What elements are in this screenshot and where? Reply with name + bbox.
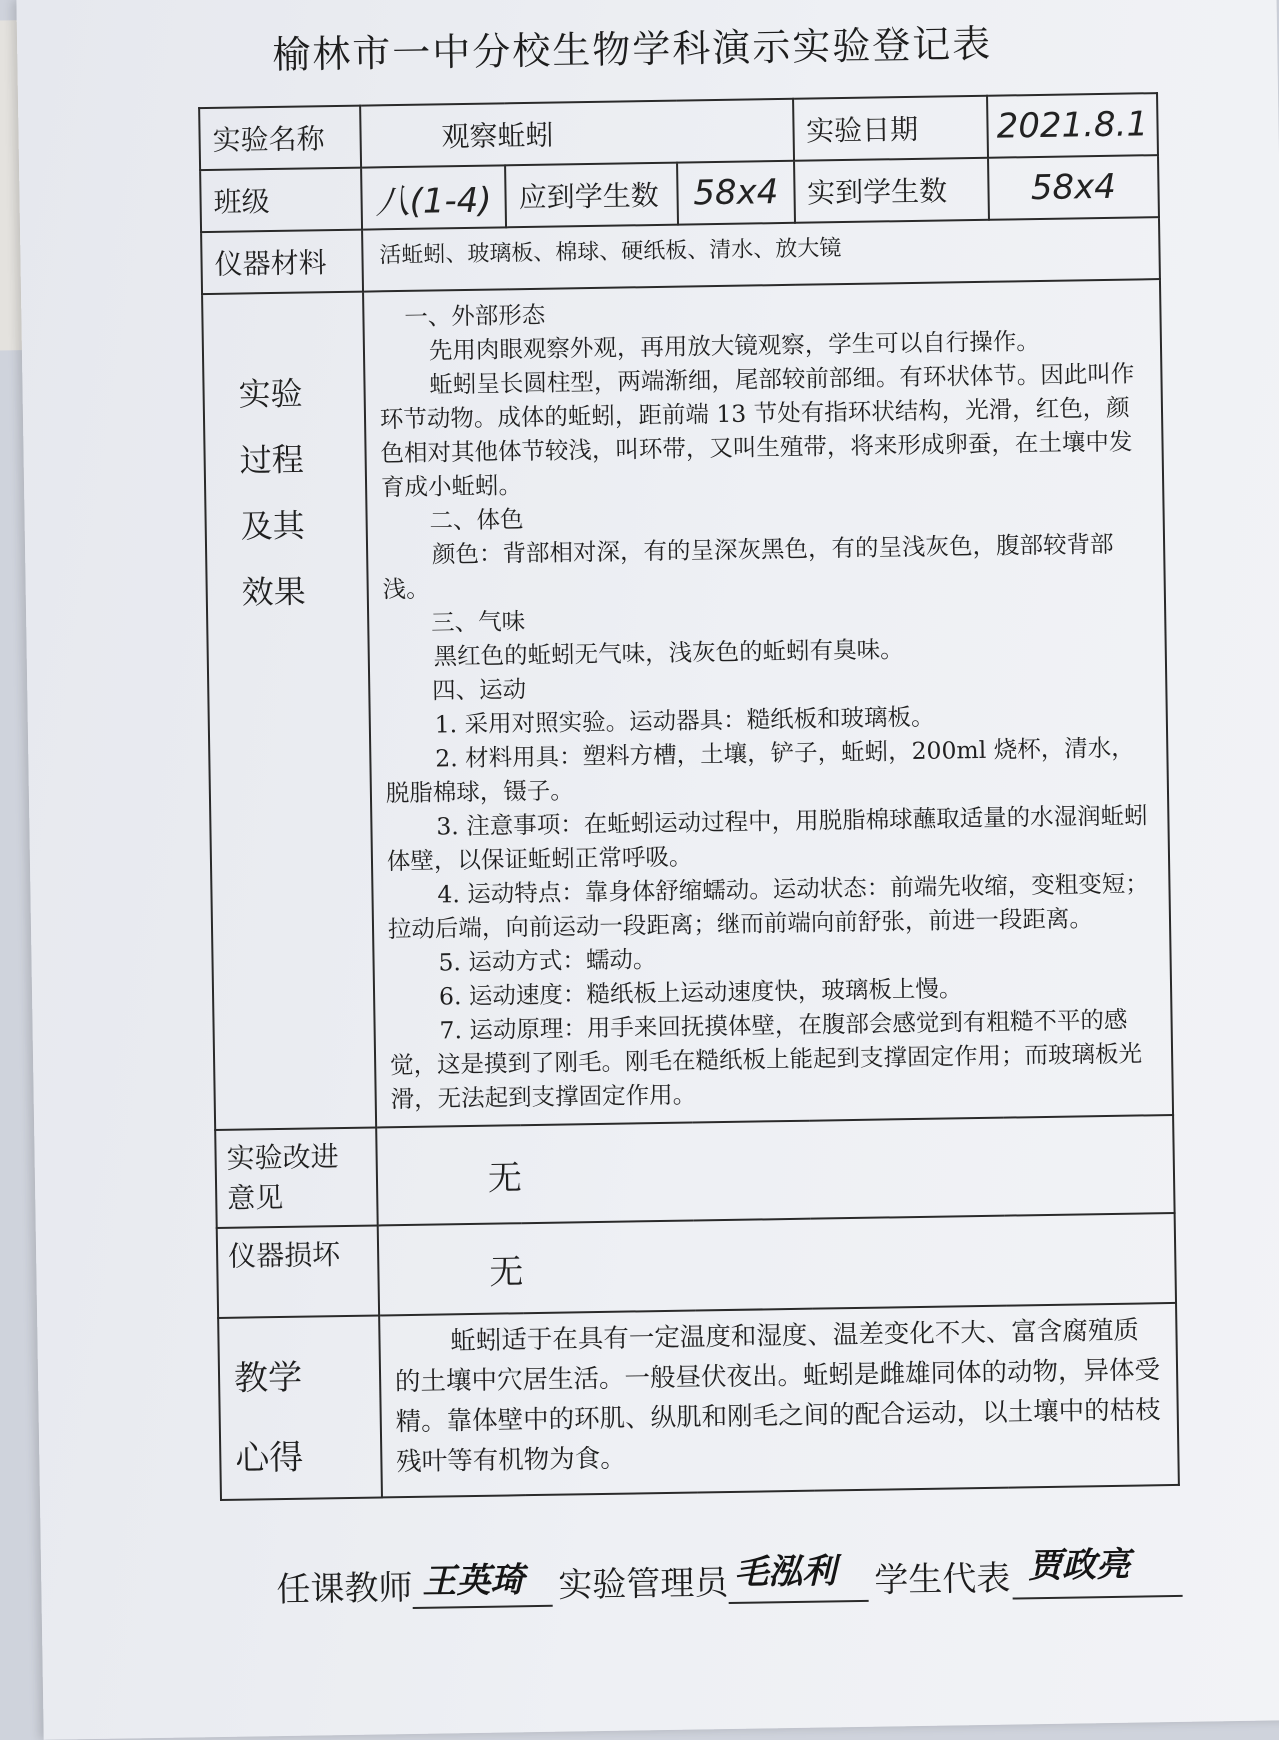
expected-students-value: 58x4 (677, 161, 794, 225)
process-content (363, 279, 1173, 1127)
expected-students-label: 应到学生数 (505, 163, 678, 228)
improvement-value: 无 (376, 1115, 1175, 1226)
process-label (202, 292, 376, 1130)
admin-label: 实验管理员 (558, 1563, 729, 1606)
experiment-name-value: 观察蚯蚓 (360, 99, 794, 168)
list-item: 3. 注意事项：在蚯蚓运动过程中，用脱脂棉球蘸取适量的水湿润蚯蚓体壁，以保证蚯蚓正常呼吸。 (386, 801, 1148, 876)
section-heading: 一、外部形态 (404, 300, 546, 331)
experiment-name-label: 实验名称 (199, 106, 361, 171)
actual-students-value: 58x4 (988, 155, 1159, 220)
list-item: 1. 采用对照实验。运动器具：糙纸板和玻璃板。 (434, 702, 935, 739)
process-label-line: 实验 (238, 374, 303, 414)
list-item: 7. 运动原理：用手来回抚摸体壁，在腹部会感觉到有粗糙不平的感觉，这是摸到了刚毛。刚毛在糙纸板上能起到支撑固定作用；而玻璃板光滑，无法起到支撑固定作用。 (389, 1005, 1143, 1114)
row-damage (217, 1213, 1176, 1318)
teacher-label: 任课教师 (276, 1567, 413, 1611)
list-item: 6. 运动速度：糙纸板上运动速度快，玻璃板上慢。 (438, 974, 963, 1011)
process-label-line: 过程 (239, 440, 304, 480)
student-signature: 贾政亮 (1027, 1544, 1131, 1587)
teaching-label (218, 1315, 382, 1500)
paragraph: 先用肉眼观察外观，再用放大镜观察，学生可以自行操作。 (428, 326, 1040, 365)
list-item: 4. 运动特点：靠身体舒缩蠕动。运动状态：前端先收缩，变粗变短；拉动后端，向前运动一段距离；继而前端向前舒张，前进一段距离。 (387, 869, 1149, 944)
section-heading: 二、体色 (429, 505, 524, 535)
damage-value: 无 (378, 1213, 1176, 1316)
paragraph: 颜色：背部相对深，有的呈深灰黑色，有的呈浅灰色，腹部较背部浅。 (382, 529, 1114, 604)
process-label-line: 及其 (240, 506, 306, 546)
signature-row (276, 1536, 1237, 1611)
experiment-date-value: 2021.8.1 (987, 93, 1158, 158)
materials-label: 仪器材料 (201, 230, 363, 295)
materials-value: 活蚯蚓、玻璃板、棉球、硬纸板、清水、放大镜 (362, 217, 1160, 292)
damage-label: 仪器损坏 (217, 1225, 379, 1318)
teacher-signature: 王英琦 (421, 1560, 525, 1602)
teaching-text: 蚯蚓适于在具有一定温度和湿度、温差变化不大、富含腐殖质的土壤中穴居生活。一般昼伏夜出。蚯蚓是雌雄同体的动物，异体受精。靠体壁中的环肌、纵肌和刚毛之间的配合运动，以土壤中的枯枝残叶等有机物为食。 (394, 1315, 1161, 1478)
list-item: 2. 材料用具：塑料方槽，土壤，铲子，蚯蚓，200ml 烧杯，清水，脱脂棉球，镊子。 (385, 733, 1135, 808)
student-label: 学生代表 (874, 1558, 1011, 1601)
list-item: 5. 运动方式：蠕动。 (438, 945, 657, 977)
admin-signature: 毛泓利 (733, 1551, 837, 1593)
document-title: 榆林市一中分校生物学科演示实验登记表 (271, 21, 993, 77)
class-value: 八(1-4) (361, 165, 506, 229)
class-label: 班级 (200, 168, 362, 233)
improvement-label: 实验改进意见 (215, 1127, 377, 1228)
row-improvement (215, 1115, 1174, 1228)
section-heading: 四、运动 (431, 675, 527, 705)
registration-table (198, 92, 1180, 1501)
process-label-line: 效果 (241, 572, 307, 612)
document-page (16, 0, 1279, 1740)
row-teaching (218, 1303, 1179, 1500)
teaching-label-line: 教学 (233, 1357, 303, 1399)
teaching-content (379, 1303, 1179, 1497)
section-heading: 三、气味 (430, 607, 526, 637)
paragraph: 黑红色的蚯蚓无气味，浅灰色的蚯蚓有臭味。 (433, 635, 904, 671)
teaching-label-line: 心得 (235, 1437, 304, 1479)
actual-students-label: 实到学生数 (794, 158, 989, 223)
paragraph: 蚯蚓呈长圆柱型，两端渐细，尾部较前部细。有环状体节。因此叫作环节动物。成体的蚯蚓，距前端 13 节处有指环状结构，光滑，红色，颜色相对其他体节较浅，叫环带，又叫生殖带，将来形成卵蚕，在土壤中发育成小蚯蚓。 (379, 359, 1135, 502)
row-process (202, 279, 1173, 1130)
experiment-date-label: 实验日期 (793, 96, 988, 161)
